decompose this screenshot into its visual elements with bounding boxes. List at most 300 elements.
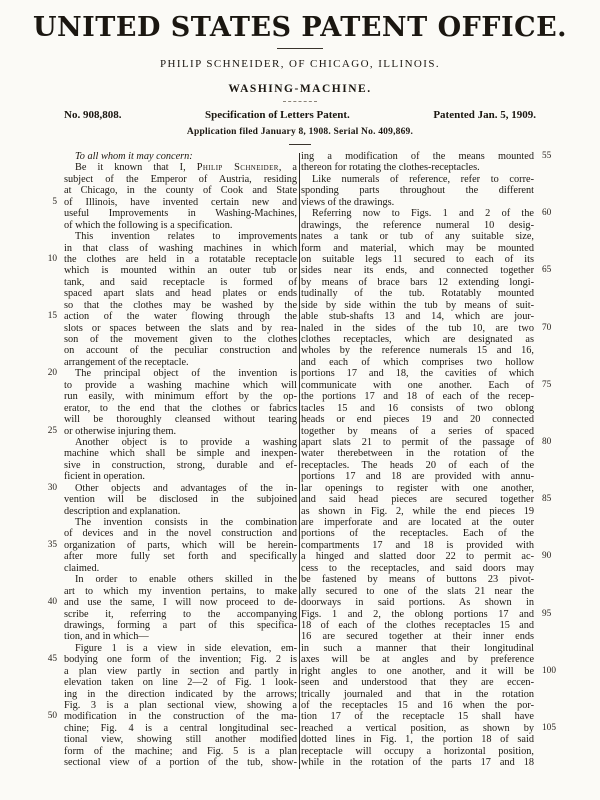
line-number: 80 [542, 436, 552, 447]
line-text: Another object is to provide a washing [75, 436, 298, 448]
text-line [301, 288, 562, 299]
line-number [40, 357, 64, 368]
text-line [301, 174, 562, 185]
line-text: art to which my invention pertains, to make [64, 585, 298, 597]
text-line [40, 311, 297, 322]
line-text: of the receptacles 15 and 16 when the por- [301, 700, 535, 711]
line-number [40, 414, 64, 425]
line-number [534, 517, 562, 528]
text-line [301, 185, 562, 196]
line-text: erator, to the end that the clothes or fabrics [64, 402, 298, 414]
line-text: compartments 17 and 18 is provided with [301, 539, 535, 551]
line-text: bodying one form of the invention; Fig. 2 is [64, 654, 298, 666]
line-number [534, 197, 562, 208]
line-text: on account of the peculiar construction and [64, 345, 298, 357]
patent-number: No. 908,808. [64, 109, 122, 121]
text-line [301, 471, 562, 482]
line-text: Like numerals of reference, refer to corre- [312, 173, 535, 185]
line-text: dotted lines in Fig. 1, the portion 18 of said [301, 734, 535, 746]
line-text: sponding parts throughout the different [301, 185, 535, 197]
line-number [40, 174, 64, 185]
text-line [301, 746, 562, 757]
text-line [301, 243, 562, 254]
line-text: the portions 17 and 18 of each of the recep- [301, 391, 535, 403]
line-text: son of the movement given to the clothes [64, 334, 298, 345]
text-line [301, 277, 562, 288]
line-number: 15 [47, 311, 57, 322]
line-number [40, 345, 64, 356]
line-text: drawings, the reference numeral 10 desig- [301, 219, 535, 231]
text-line [301, 528, 562, 539]
line-number: 35 [47, 539, 57, 550]
line-number: 50 [47, 711, 57, 722]
line-text: Figure 1 is a view in side elevation, em- [75, 642, 298, 654]
line-number: 105 [542, 722, 556, 733]
line-text: The invention consists in the combination [75, 517, 298, 528]
text-line [301, 757, 562, 768]
line-number: 10 [47, 253, 57, 264]
line-text: vention will be disclosed in the subjoined [64, 494, 298, 506]
line-number [534, 506, 562, 517]
text-line [40, 689, 297, 700]
line-text: 18 of each of the clothes receptacles 15 and [301, 619, 535, 631]
line-text: arrangement of the receptacle. [64, 356, 189, 368]
line-number [534, 677, 562, 688]
line-number: 40 [47, 597, 57, 608]
line-text: axes will be at angles and by preference [301, 654, 535, 666]
text-line [301, 517, 562, 528]
line-text: nates a tank or tub of any suitable size, [301, 231, 535, 243]
line-number [40, 677, 64, 688]
line-number [40, 323, 64, 334]
line-text: tank, and said receptacle is formed of [64, 276, 298, 288]
line-text: clothes receptacles, which are designated as [301, 334, 535, 345]
patent-info-row [0, 109, 600, 121]
line-text: In order to enable others skilled in the [75, 574, 298, 586]
line-text: tional view, showing still another modified [64, 734, 298, 746]
line-number [534, 357, 562, 368]
text-line [40, 723, 297, 734]
line-text: portions 17 and 18, the cavities of which [301, 368, 535, 380]
line-number [40, 391, 64, 402]
line-text: cess to the receptacles, and said doors may [301, 562, 535, 574]
text-line [40, 174, 297, 185]
line-number [40, 757, 64, 768]
text-line [40, 357, 297, 368]
line-number: 55 [542, 151, 552, 161]
line-text: Fig. 3 is a plan sectional view, showing a [64, 700, 298, 711]
text-line [301, 334, 562, 345]
application-line: Application filed January 8, 1908. Serial No. 409,869. [186, 127, 414, 137]
line-number [40, 528, 64, 539]
text-line [301, 597, 562, 608]
line-number [40, 620, 64, 631]
dash-divider [283, 101, 317, 102]
text-line [301, 208, 562, 219]
line-number [534, 243, 562, 254]
line-number [534, 231, 562, 242]
text-line [40, 574, 297, 585]
line-number [534, 345, 562, 356]
line-number [534, 471, 562, 482]
text-line [301, 345, 562, 356]
line-number [534, 711, 562, 722]
line-number: 70 [542, 322, 552, 333]
line-text: views of the drawings. [301, 196, 395, 208]
line-text: tion 17 of the receptacle 15 shall have [301, 711, 535, 723]
line-text: machine which shall be simple and inexpen- [64, 448, 298, 460]
line-number [534, 689, 562, 700]
line-text: Referring now to Figs. 1 and 2 of the [312, 208, 535, 220]
line-text: a hinged and slatted door 22 to permit ac- [301, 551, 535, 563]
line-text: thereon for rotating the clothes-receptacles. [301, 162, 480, 174]
line-text: and each of which comprises two hollow [301, 356, 535, 368]
left-column [40, 151, 297, 769]
text-line [301, 506, 562, 517]
text-line [301, 494, 562, 505]
line-number [534, 174, 562, 185]
line-text: in such a manner that their longitudinal [301, 642, 535, 654]
line-text: right angles to one another, and it will be [301, 665, 535, 677]
line-number [534, 448, 562, 459]
text-line [301, 551, 562, 562]
line-text: a plan view partly in section and partly in [64, 665, 298, 677]
line-number [534, 631, 562, 642]
line-number [534, 654, 562, 665]
line-number: 65 [542, 265, 552, 276]
column-divider [299, 153, 300, 769]
text-line [301, 323, 562, 334]
line-number [40, 494, 64, 505]
line-number [534, 403, 562, 414]
line-number [534, 483, 562, 494]
line-text: sive in construction, strong, durable and ef- [64, 459, 298, 471]
line-number [40, 403, 64, 414]
line-number [40, 208, 64, 219]
line-number [40, 185, 64, 196]
line-number: 20 [47, 368, 57, 379]
line-number [40, 288, 64, 299]
line-text: useful Improvements in Washing-Machines, [64, 208, 298, 220]
line-number: 85 [542, 494, 552, 505]
section-divider [289, 144, 311, 145]
text-line [301, 666, 562, 677]
text-line [301, 689, 562, 700]
text-line [40, 677, 297, 688]
line-number [40, 437, 64, 448]
text-line [40, 368, 297, 379]
line-text: or otherwise injuring them. [64, 425, 177, 437]
text-line [301, 677, 562, 688]
text-line [40, 643, 297, 654]
text-line [301, 391, 562, 402]
line-number [534, 391, 562, 402]
line-text: tacles 15 and 16 consists of two oblong [301, 402, 535, 414]
text-line [301, 265, 562, 276]
text-line [301, 403, 562, 414]
line-text: will be thoroughly cleansed without tearing [64, 414, 298, 426]
text-line [40, 426, 297, 437]
text-line [40, 208, 297, 219]
text-line [301, 723, 562, 734]
text-line [40, 700, 297, 711]
body-columns [0, 151, 600, 769]
line-number [40, 643, 64, 654]
text-line [301, 162, 562, 173]
line-text: wholes by the reference numerals 15 and 16, [301, 345, 535, 357]
text-line [301, 414, 562, 425]
line-text: chine; Fig. 4 is a central longitudinal sec- [64, 722, 298, 734]
text-line [301, 197, 562, 208]
right-column [301, 151, 562, 769]
line-number [534, 368, 562, 379]
text-line [40, 666, 297, 677]
text-line [301, 483, 562, 494]
line-number [40, 723, 64, 734]
text-line [40, 460, 297, 471]
line-text: The principal object of the invention is [75, 368, 298, 380]
text-line [301, 220, 562, 231]
text-line [301, 574, 562, 585]
text-line [40, 654, 297, 665]
line-text: run easily, with minimum effort by the op- [64, 391, 298, 403]
text-line [40, 254, 297, 265]
text-line [301, 734, 562, 745]
text-line [40, 597, 297, 608]
text-line [40, 563, 297, 574]
line-text: trically journaled and that in the rotation [301, 688, 535, 700]
line-number [534, 563, 562, 574]
text-line [40, 609, 297, 620]
line-number: 75 [542, 379, 552, 390]
text-line [40, 631, 297, 642]
line-text: sides near its ends, and connected together [301, 265, 535, 277]
line-number [40, 666, 64, 677]
line-number [534, 700, 562, 711]
specification-label: Specification of Letters Patent. [204, 109, 350, 121]
text-line [40, 517, 297, 528]
text-line [40, 711, 297, 722]
text-line [301, 368, 562, 379]
text-line [40, 586, 297, 597]
line-number [534, 460, 562, 471]
line-number: 5 [52, 196, 57, 207]
line-text: spaced apart slats and head plates or ends [64, 288, 298, 300]
invention-title: WASHING-MACHINE. [228, 83, 372, 95]
page-title: UNITED STATES PATENT OFFICE. [32, 12, 568, 43]
text-line [40, 448, 297, 459]
line-number [40, 265, 64, 276]
text-line [40, 288, 297, 299]
small-caps-name: Philip Schneider [196, 162, 279, 174]
line-text: ally secured to one of the slats 21 near the [301, 585, 535, 597]
line-number: 100 [542, 665, 556, 676]
text-line [40, 734, 297, 745]
line-number [40, 586, 64, 597]
line-text: slots or spaces between the slats and by rea- [64, 322, 298, 334]
line-text: elevation taken on line 2—2 of Fig. 1 look- [64, 677, 298, 689]
line-text: receptacle will occupy a horizontal position, [301, 745, 535, 757]
line-text: ing in the direction indicated by the arrows; [64, 688, 298, 700]
line-text: drawings, forming a part of this specifica- [64, 619, 298, 631]
text-line [40, 414, 297, 425]
line-text: at Chicago, in the county of Cook and State [64, 185, 298, 197]
line-number [40, 162, 64, 173]
text-line [40, 506, 297, 517]
line-number [40, 689, 64, 700]
text-line [40, 620, 297, 631]
text-line [301, 563, 562, 574]
line-number [40, 551, 64, 562]
text-line [40, 231, 297, 242]
line-text: so that the clothes may be washed by the [64, 299, 298, 311]
text-line [40, 334, 297, 345]
line-text: portions of the receptacles. Each of the [301, 528, 535, 540]
line-text: communicate with one another. Each of [301, 379, 535, 391]
line-text: Figs. 1 and 2, the oblong portions 17 and [301, 608, 535, 620]
text-line [40, 162, 297, 173]
text-line [40, 391, 297, 402]
line-text: which is mounted within an outer tub or [64, 265, 298, 277]
line-text: This invention relates to improvements [75, 231, 298, 243]
text-line [301, 711, 562, 722]
line-text: while in the rotation of the parts 17 and 18 [301, 757, 535, 769]
line-number [534, 746, 562, 757]
line-number [40, 563, 64, 574]
text-line [301, 540, 562, 551]
text-line [40, 345, 297, 356]
line-text: and said head pieces are secured together [301, 494, 535, 506]
line-text: modification in the construction of the ma- [64, 711, 298, 723]
line-text: tion, and in which— [64, 631, 149, 643]
line-number: 95 [542, 608, 552, 619]
line-number [534, 254, 562, 265]
line-number [40, 506, 64, 517]
line-text: on suitable legs 11 secured to each of its [301, 253, 535, 265]
line-text: sectional view of a portion of the tub, show- [64, 757, 298, 769]
line-text: of Illinois, have invented certain new and [64, 196, 298, 208]
line-number [534, 620, 562, 631]
text-line [301, 426, 562, 437]
text-line [40, 151, 297, 162]
line-number [40, 460, 64, 471]
line-text: to provide a washing machine which will [64, 379, 298, 391]
text-line [40, 265, 297, 276]
line-text: ficient in operation. [64, 471, 145, 483]
line-number: 25 [47, 425, 57, 436]
line-number [534, 757, 562, 768]
line-number: 30 [47, 482, 57, 493]
line-number [534, 300, 562, 311]
line-number [534, 540, 562, 551]
line-number [40, 734, 64, 745]
text-line [40, 277, 297, 288]
line-number [40, 151, 64, 162]
line-number [534, 277, 562, 288]
text-line [301, 654, 562, 665]
text-line [301, 357, 562, 368]
line-number [40, 574, 64, 585]
title-divider [277, 48, 323, 49]
line-number [40, 746, 64, 757]
line-text: organization of parts, which will be herein- [64, 539, 298, 551]
line-number: 90 [542, 551, 552, 562]
text-line [40, 300, 297, 311]
text-line [301, 254, 562, 265]
line-number [534, 643, 562, 654]
line-text: reached a vertical position, as shown by [301, 722, 535, 734]
line-text: after more fully set forth and specifically [64, 551, 298, 563]
line-text: water therebetween in the rotation of the [301, 448, 535, 460]
inventor-line: PHILIP SCHNEIDER, OF CHICAGO, ILLINOIS. [160, 58, 440, 70]
text-line [301, 437, 562, 448]
text-line [40, 323, 297, 334]
line-text: apart slats 21 to permit of the passage of [301, 436, 535, 448]
line-text: description and explanation. [64, 505, 181, 517]
line-text: portions 17 and 18 are provided with annu- [301, 471, 535, 483]
text-line [301, 448, 562, 459]
line-number [40, 631, 64, 642]
line-text: ing a modification of the means mounted [301, 151, 535, 162]
text-line [40, 403, 297, 414]
line-number [534, 734, 562, 745]
text-line [301, 631, 562, 642]
line-text: of devices and in the novel construction and [64, 528, 298, 540]
line-number [40, 334, 64, 345]
line-text: claimed. [64, 562, 100, 574]
line-number [534, 426, 562, 437]
line-text: Be it known that I, Philip Schneider, a [75, 162, 298, 174]
line-text: naled in the sides of the tub 10, are two [301, 322, 535, 334]
line-number [40, 517, 64, 528]
line-text: Other objects and advantages of the in- [75, 482, 298, 494]
line-number [40, 700, 64, 711]
line-text: lar openings to register with one another, [301, 482, 535, 494]
text-line [40, 185, 297, 196]
line-number [40, 220, 64, 231]
line-text: side by side within the tub by means of suit- [301, 299, 535, 311]
line-text: subject of the Emperor of Austria, residing [64, 173, 298, 185]
line-text: doorways in said portions. As shown in [301, 597, 535, 609]
patented-date: Patented Jan. 5, 1909. [433, 109, 536, 121]
text-line [40, 471, 297, 482]
line-text: action of the water flowing through the [64, 311, 298, 323]
text-line [40, 220, 297, 231]
line-text: and use the same, I will now proceed to de- [64, 597, 298, 609]
line-text: seen and understood that they are eccen- [301, 677, 535, 689]
line-number [534, 334, 562, 345]
line-number [534, 597, 562, 608]
line-text: scribe it, referring to the accompanying [64, 608, 298, 620]
line-text: the clothes are held in a rotatable receptacle [64, 253, 298, 265]
line-text: form of the machine; and Fig. 5 is a plan [64, 745, 298, 757]
line-number [534, 288, 562, 299]
text-line [301, 380, 562, 391]
line-number: 45 [47, 654, 57, 665]
line-text: are imperforate and are located at the outer [301, 517, 535, 528]
text-line [40, 197, 297, 208]
line-text: of which the following is a specification. [64, 219, 233, 231]
text-line [40, 437, 297, 448]
line-text: be fastened by means of buttons 23 pivot- [301, 574, 535, 586]
text-line [301, 700, 562, 711]
line-number [534, 220, 562, 231]
line-number [534, 311, 562, 322]
line-number [534, 586, 562, 597]
text-line [40, 551, 297, 562]
text-line [301, 609, 562, 620]
line-text: together by means of a series of spaced [301, 425, 535, 437]
